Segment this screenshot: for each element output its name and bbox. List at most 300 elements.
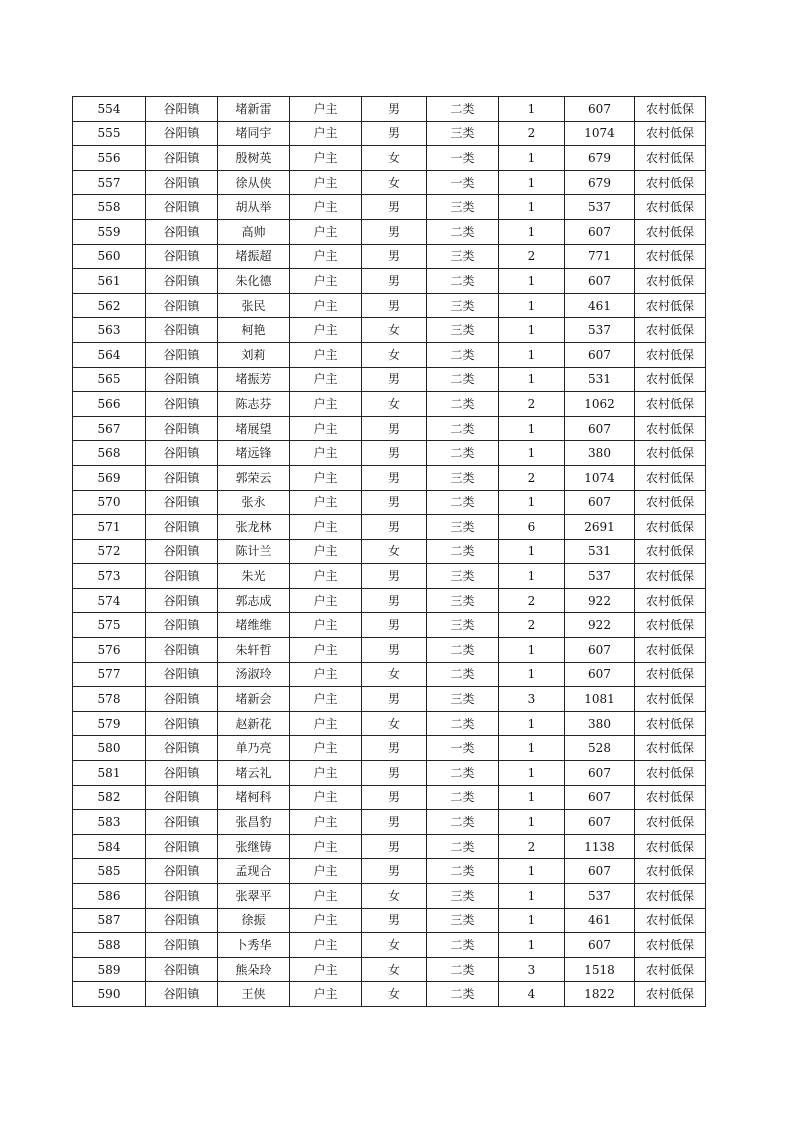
cell-row-number: 589 (73, 957, 146, 982)
cell-row-number: 559 (73, 219, 146, 244)
cell-gender: 男 (362, 97, 427, 122)
table-row (73, 761, 706, 786)
cell-relation: 户主 (290, 121, 362, 146)
cell-town: 谷阳镇 (146, 662, 218, 687)
cell-gender: 男 (362, 564, 427, 589)
cell-gender: 女 (362, 318, 427, 343)
cell-category: 三类 (427, 515, 499, 540)
table-row (73, 908, 706, 933)
cell-row-number: 571 (73, 515, 146, 540)
cell-amount: 607 (565, 219, 635, 244)
cell-name: 陈志芬 (218, 392, 290, 417)
cell-gender: 男 (362, 588, 427, 613)
table-row (73, 170, 706, 195)
cell-row-number: 569 (73, 465, 146, 490)
cell-gender: 女 (362, 884, 427, 909)
cell-assistance-type: 农村低保 (635, 810, 706, 835)
cell-assistance-type: 农村低保 (635, 97, 706, 122)
cell-household-size: 2 (499, 121, 565, 146)
cell-relation: 户主 (290, 441, 362, 466)
cell-assistance-type: 农村低保 (635, 687, 706, 712)
table-row (73, 367, 706, 392)
cell-row-number: 574 (73, 588, 146, 613)
cell-assistance-type: 农村低保 (635, 219, 706, 244)
cell-town: 谷阳镇 (146, 539, 218, 564)
cell-name: 汤淑玲 (218, 662, 290, 687)
cell-relation: 户主 (290, 613, 362, 638)
cell-name: 朱光 (218, 564, 290, 589)
cell-row-number: 556 (73, 146, 146, 171)
cell-gender: 男 (362, 785, 427, 810)
cell-relation: 户主 (290, 785, 362, 810)
cell-category: 二类 (427, 957, 499, 982)
cell-assistance-type: 农村低保 (635, 785, 706, 810)
cell-town: 谷阳镇 (146, 269, 218, 294)
cell-assistance-type: 农村低保 (635, 736, 706, 761)
cell-name: 郭荣云 (218, 465, 290, 490)
cell-amount: 537 (565, 195, 635, 220)
table-row (73, 687, 706, 712)
cell-assistance-type: 农村低保 (635, 441, 706, 466)
cell-name: 张永 (218, 490, 290, 515)
cell-amount: 607 (565, 785, 635, 810)
table-row (73, 736, 706, 761)
cell-amount: 607 (565, 269, 635, 294)
cell-row-number: 590 (73, 982, 146, 1007)
cell-town: 谷阳镇 (146, 318, 218, 343)
cell-relation: 户主 (290, 244, 362, 269)
cell-assistance-type: 农村低保 (635, 859, 706, 884)
cell-amount: 1062 (565, 392, 635, 417)
cell-row-number: 573 (73, 564, 146, 589)
cell-name: 单乃亮 (218, 736, 290, 761)
cell-amount: 461 (565, 293, 635, 318)
table-row (73, 342, 706, 367)
cell-town: 谷阳镇 (146, 564, 218, 589)
cell-household-size: 1 (499, 170, 565, 195)
cell-assistance-type: 农村低保 (635, 564, 706, 589)
table-row (73, 293, 706, 318)
table-row (73, 859, 706, 884)
cell-gender: 女 (362, 539, 427, 564)
cell-category: 二类 (427, 97, 499, 122)
cell-name: 堵同宇 (218, 121, 290, 146)
cell-row-number: 563 (73, 318, 146, 343)
cell-town: 谷阳镇 (146, 465, 218, 490)
cell-town: 谷阳镇 (146, 638, 218, 663)
cell-category: 一类 (427, 736, 499, 761)
cell-amount: 1518 (565, 957, 635, 982)
cell-relation: 户主 (290, 662, 362, 687)
cell-name: 徐振 (218, 908, 290, 933)
cell-town: 谷阳镇 (146, 195, 218, 220)
cell-name: 张民 (218, 293, 290, 318)
cell-name: 张龙林 (218, 515, 290, 540)
cell-row-number: 567 (73, 416, 146, 441)
cell-name: 柯艳 (218, 318, 290, 343)
cell-name: 堵维维 (218, 613, 290, 638)
cell-gender: 男 (362, 367, 427, 392)
cell-household-size: 1 (499, 490, 565, 515)
cell-category: 二类 (427, 416, 499, 441)
cell-row-number: 579 (73, 711, 146, 736)
cell-row-number: 566 (73, 392, 146, 417)
cell-amount: 528 (565, 736, 635, 761)
cell-name: 王侠 (218, 982, 290, 1007)
cell-town: 谷阳镇 (146, 441, 218, 466)
cell-town: 谷阳镇 (146, 367, 218, 392)
cell-assistance-type: 农村低保 (635, 293, 706, 318)
cell-category: 二类 (427, 269, 499, 294)
cell-household-size: 1 (499, 269, 565, 294)
cell-row-number: 576 (73, 638, 146, 663)
cell-gender: 男 (362, 736, 427, 761)
cell-name: 张昌豹 (218, 810, 290, 835)
cell-amount: 537 (565, 884, 635, 909)
cell-row-number: 557 (73, 170, 146, 195)
cell-relation: 户主 (290, 908, 362, 933)
cell-assistance-type: 农村低保 (635, 465, 706, 490)
cell-household-size: 1 (499, 711, 565, 736)
cell-row-number: 587 (73, 908, 146, 933)
cell-gender: 男 (362, 441, 427, 466)
cell-amount: 380 (565, 711, 635, 736)
cell-household-size: 1 (499, 859, 565, 884)
cell-category: 二类 (427, 638, 499, 663)
cell-gender: 男 (362, 908, 427, 933)
cell-household-size: 1 (499, 367, 565, 392)
cell-household-size: 1 (499, 564, 565, 589)
cell-amount: 922 (565, 613, 635, 638)
cell-relation: 户主 (290, 219, 362, 244)
cell-row-number: 575 (73, 613, 146, 638)
cell-category: 三类 (427, 465, 499, 490)
cell-category: 二类 (427, 810, 499, 835)
cell-household-size: 3 (499, 957, 565, 982)
cell-assistance-type: 农村低保 (635, 318, 706, 343)
cell-amount: 531 (565, 367, 635, 392)
cell-household-size: 2 (499, 465, 565, 490)
cell-gender: 男 (362, 834, 427, 859)
cell-amount: 537 (565, 318, 635, 343)
cell-category: 二类 (427, 761, 499, 786)
cell-gender: 男 (362, 244, 427, 269)
table-row (73, 884, 706, 909)
table-row (73, 588, 706, 613)
cell-gender: 女 (362, 146, 427, 171)
cell-name: 堵展望 (218, 416, 290, 441)
cell-relation: 户主 (290, 859, 362, 884)
cell-name: 郭志成 (218, 588, 290, 613)
table-row (73, 515, 706, 540)
cell-gender: 女 (362, 170, 427, 195)
cell-relation: 户主 (290, 416, 362, 441)
cell-town: 谷阳镇 (146, 416, 218, 441)
table-row (73, 195, 706, 220)
cell-household-size: 1 (499, 638, 565, 663)
table-row (73, 121, 706, 146)
cell-amount: 922 (565, 588, 635, 613)
table-row (73, 318, 706, 343)
cell-relation: 户主 (290, 269, 362, 294)
cell-assistance-type: 农村低保 (635, 711, 706, 736)
cell-row-number: 558 (73, 195, 146, 220)
cell-category: 三类 (427, 908, 499, 933)
cell-name: 胡从举 (218, 195, 290, 220)
cell-amount: 607 (565, 416, 635, 441)
table-row (73, 465, 706, 490)
cell-town: 谷阳镇 (146, 244, 218, 269)
cell-town: 谷阳镇 (146, 490, 218, 515)
cell-town: 谷阳镇 (146, 170, 218, 195)
cell-row-number: 583 (73, 810, 146, 835)
cell-name: 朱轩哲 (218, 638, 290, 663)
cell-gender: 女 (362, 392, 427, 417)
cell-row-number: 578 (73, 687, 146, 712)
cell-assistance-type: 农村低保 (635, 146, 706, 171)
cell-category: 三类 (427, 244, 499, 269)
cell-relation: 户主 (290, 884, 362, 909)
cell-row-number: 560 (73, 244, 146, 269)
table-row (73, 613, 706, 638)
cell-assistance-type: 农村低保 (635, 933, 706, 958)
cell-relation: 户主 (290, 146, 362, 171)
cell-row-number: 586 (73, 884, 146, 909)
cell-name: 堵振超 (218, 244, 290, 269)
cell-household-size: 1 (499, 933, 565, 958)
cell-town: 谷阳镇 (146, 785, 218, 810)
cell-household-size: 1 (499, 785, 565, 810)
cell-relation: 户主 (290, 588, 362, 613)
cell-row-number: 581 (73, 761, 146, 786)
cell-household-size: 3 (499, 687, 565, 712)
cell-row-number: 564 (73, 342, 146, 367)
cell-amount: 771 (565, 244, 635, 269)
cell-row-number: 561 (73, 269, 146, 294)
cell-amount: 607 (565, 859, 635, 884)
cell-household-size: 2 (499, 392, 565, 417)
cell-name: 堵远锋 (218, 441, 290, 466)
cell-gender: 女 (362, 933, 427, 958)
table-row (73, 957, 706, 982)
cell-relation: 户主 (290, 465, 362, 490)
cell-relation: 户主 (290, 293, 362, 318)
cell-category: 三类 (427, 687, 499, 712)
cell-amount: 679 (565, 170, 635, 195)
cell-assistance-type: 农村低保 (635, 761, 706, 786)
cell-relation: 户主 (290, 342, 362, 367)
table-row (73, 441, 706, 466)
cell-relation: 户主 (290, 392, 362, 417)
cell-assistance-type: 农村低保 (635, 269, 706, 294)
cell-row-number: 577 (73, 662, 146, 687)
cell-amount: 607 (565, 761, 635, 786)
cell-amount: 380 (565, 441, 635, 466)
cell-category: 三类 (427, 195, 499, 220)
cell-row-number: 570 (73, 490, 146, 515)
cell-town: 谷阳镇 (146, 736, 218, 761)
cell-relation: 户主 (290, 490, 362, 515)
cell-amount: 607 (565, 810, 635, 835)
cell-amount: 607 (565, 638, 635, 663)
cell-town: 谷阳镇 (146, 982, 218, 1007)
cell-town: 谷阳镇 (146, 957, 218, 982)
cell-row-number: 584 (73, 834, 146, 859)
cell-town: 谷阳镇 (146, 121, 218, 146)
cell-gender: 男 (362, 810, 427, 835)
cell-assistance-type: 农村低保 (635, 613, 706, 638)
cell-category: 二类 (427, 982, 499, 1007)
cell-town: 谷阳镇 (146, 834, 218, 859)
cell-category: 一类 (427, 170, 499, 195)
cell-relation: 户主 (290, 810, 362, 835)
cell-gender: 男 (362, 761, 427, 786)
cell-relation: 户主 (290, 933, 362, 958)
cell-gender: 男 (362, 416, 427, 441)
table-body (73, 97, 706, 1007)
cell-category: 二类 (427, 219, 499, 244)
table-row (73, 564, 706, 589)
cell-town: 谷阳镇 (146, 884, 218, 909)
table-row (73, 490, 706, 515)
cell-category: 三类 (427, 293, 499, 318)
cell-household-size: 1 (499, 810, 565, 835)
cell-relation: 户主 (290, 539, 362, 564)
cell-relation: 户主 (290, 711, 362, 736)
cell-relation: 户主 (290, 195, 362, 220)
cell-name: 赵新花 (218, 711, 290, 736)
cell-town: 谷阳镇 (146, 761, 218, 786)
cell-category: 一类 (427, 146, 499, 171)
cell-relation: 户主 (290, 982, 362, 1007)
cell-category: 二类 (427, 367, 499, 392)
cell-amount: 679 (565, 146, 635, 171)
cell-town: 谷阳镇 (146, 97, 218, 122)
cell-household-size: 1 (499, 736, 565, 761)
cell-household-size: 1 (499, 97, 565, 122)
cell-amount: 1074 (565, 465, 635, 490)
cell-assistance-type: 农村低保 (635, 588, 706, 613)
cell-gender: 女 (362, 662, 427, 687)
cell-relation: 户主 (290, 515, 362, 540)
cell-category: 二类 (427, 392, 499, 417)
cell-household-size: 1 (499, 884, 565, 909)
cell-category: 二类 (427, 785, 499, 810)
cell-name: 堵新会 (218, 687, 290, 712)
cell-gender: 女 (362, 982, 427, 1007)
cell-amount: 2691 (565, 515, 635, 540)
cell-name: 卜秀华 (218, 933, 290, 958)
cell-assistance-type: 农村低保 (635, 884, 706, 909)
table-row (73, 810, 706, 835)
cell-relation: 户主 (290, 638, 362, 663)
cell-gender: 男 (362, 465, 427, 490)
cell-gender: 男 (362, 195, 427, 220)
cell-amount: 607 (565, 342, 635, 367)
cell-assistance-type: 农村低保 (635, 834, 706, 859)
cell-gender: 女 (362, 957, 427, 982)
cell-town: 谷阳镇 (146, 219, 218, 244)
cell-name: 朱化德 (218, 269, 290, 294)
cell-assistance-type: 农村低保 (635, 490, 706, 515)
table-row (73, 392, 706, 417)
table-row (73, 982, 706, 1007)
cell-gender: 男 (362, 638, 427, 663)
cell-gender: 男 (362, 515, 427, 540)
cell-town: 谷阳镇 (146, 146, 218, 171)
cell-relation: 户主 (290, 97, 362, 122)
table-row (73, 933, 706, 958)
cell-category: 二类 (427, 711, 499, 736)
table-row (73, 146, 706, 171)
cell-relation: 户主 (290, 170, 362, 195)
cell-category: 二类 (427, 342, 499, 367)
cell-category: 二类 (427, 441, 499, 466)
cell-category: 二类 (427, 662, 499, 687)
cell-household-size: 1 (499, 318, 565, 343)
cell-household-size: 1 (499, 416, 565, 441)
cell-assistance-type: 农村低保 (635, 121, 706, 146)
cell-category: 二类 (427, 539, 499, 564)
cell-amount: 1138 (565, 834, 635, 859)
cell-assistance-type: 农村低保 (635, 416, 706, 441)
cell-category: 二类 (427, 834, 499, 859)
cell-town: 谷阳镇 (146, 711, 218, 736)
cell-amount: 607 (565, 933, 635, 958)
cell-row-number: 572 (73, 539, 146, 564)
cell-amount: 1081 (565, 687, 635, 712)
cell-relation: 户主 (290, 736, 362, 761)
cell-household-size: 1 (499, 342, 565, 367)
cell-household-size: 1 (499, 908, 565, 933)
beneficiary-table (72, 96, 706, 1007)
table-row (73, 269, 706, 294)
table-row (73, 785, 706, 810)
cell-assistance-type: 农村低保 (635, 957, 706, 982)
cell-assistance-type: 农村低保 (635, 392, 706, 417)
cell-household-size: 1 (499, 539, 565, 564)
cell-gender: 男 (362, 293, 427, 318)
cell-assistance-type: 农村低保 (635, 638, 706, 663)
cell-household-size: 1 (499, 293, 565, 318)
cell-category: 二类 (427, 859, 499, 884)
cell-assistance-type: 农村低保 (635, 982, 706, 1007)
cell-row-number: 565 (73, 367, 146, 392)
cell-name: 张继铸 (218, 834, 290, 859)
cell-row-number: 555 (73, 121, 146, 146)
cell-assistance-type: 农村低保 (635, 244, 706, 269)
cell-category: 二类 (427, 933, 499, 958)
cell-amount: 607 (565, 490, 635, 515)
cell-amount: 1074 (565, 121, 635, 146)
cell-town: 谷阳镇 (146, 810, 218, 835)
cell-gender: 男 (362, 859, 427, 884)
cell-assistance-type: 农村低保 (635, 342, 706, 367)
table-row (73, 416, 706, 441)
cell-name: 堵云礼 (218, 761, 290, 786)
cell-row-number: 580 (73, 736, 146, 761)
cell-gender: 女 (362, 711, 427, 736)
cell-household-size: 1 (499, 662, 565, 687)
cell-town: 谷阳镇 (146, 859, 218, 884)
cell-town: 谷阳镇 (146, 392, 218, 417)
cell-household-size: 2 (499, 244, 565, 269)
cell-relation: 户主 (290, 687, 362, 712)
cell-category: 二类 (427, 490, 499, 515)
cell-row-number: 562 (73, 293, 146, 318)
cell-relation: 户主 (290, 367, 362, 392)
cell-relation: 户主 (290, 761, 362, 786)
